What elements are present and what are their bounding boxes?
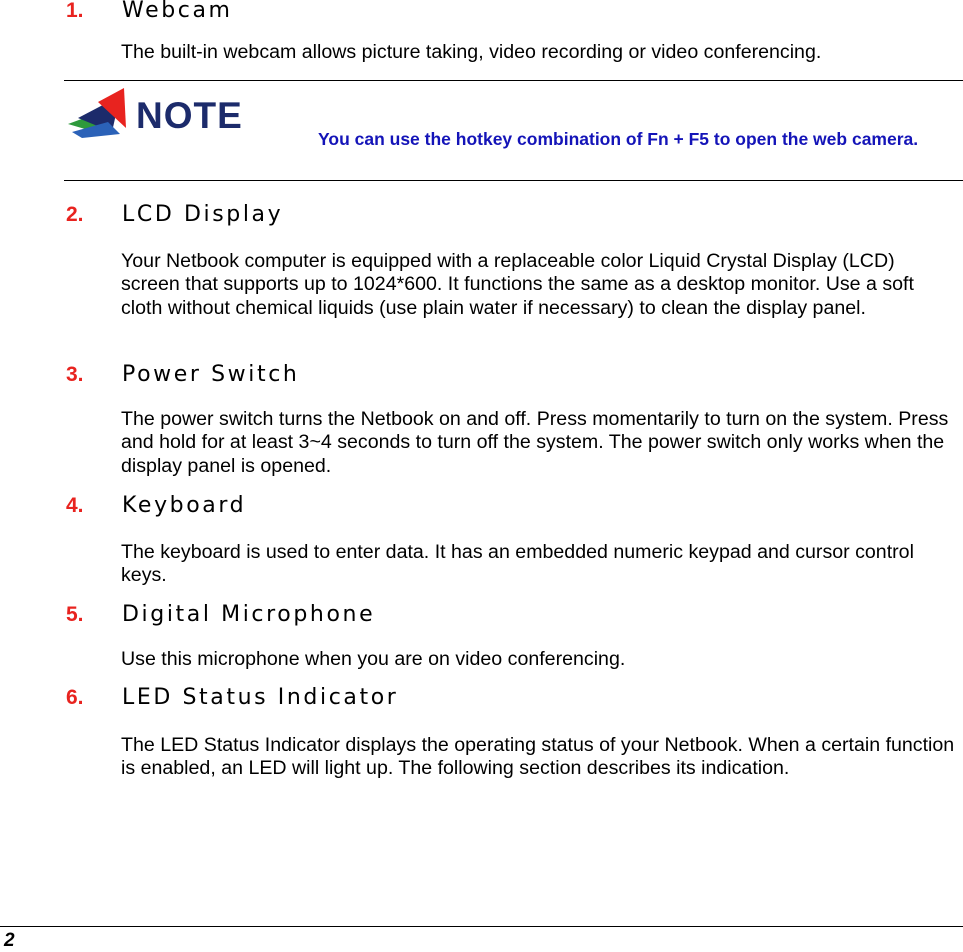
section-number: 5.: [66, 603, 84, 626]
note-logo-text: NOTE: [136, 95, 243, 136]
section-number: 3.: [66, 363, 84, 386]
section-title: LCD Display: [122, 202, 284, 227]
section-number: 4.: [66, 494, 84, 517]
page-number: 2: [4, 930, 15, 951]
section-body-digital-microphone: Use this microphone when you are on video conferencing.: [121, 648, 626, 670]
section-body-webcam: The built-in webcam allows picture taking, video recording or video conferencing.: [121, 41, 822, 63]
section-number: 1.: [66, 0, 84, 22]
section-body-led-status-indicator: The LED Status Indicator displays the operating status of your Netbook. When a certain function is enabled, an LED will light up. The following section describes its indication.: [121, 734, 955, 780]
section-title: Digital Microphone: [122, 602, 376, 627]
section-heading-keyboard: [66, 493, 246, 523]
section-heading-power-switch: [66, 362, 299, 392]
section-heading-lcd-display: [66, 202, 283, 232]
section-title: Keyboard: [122, 493, 247, 518]
section-title: Power Switch: [122, 362, 300, 387]
note-top-divider: [64, 80, 963, 81]
footer-divider: [0, 926, 963, 927]
note-text: You can use the hotkey combination of Fn + F5 to open the web camera.: [318, 129, 919, 149]
note-bottom-divider: [64, 180, 963, 181]
section-heading-digital-microphone: [66, 602, 375, 632]
section-body-keyboard: The keyboard is used to enter data. It has an embedded numeric keypad and cursor control keys.: [121, 541, 914, 587]
section-body-power-switch: The power switch turns the Netbook on and off. Press momentarily to turn on the system. Press and hold for at least 3~4 seconds to turn off the system. The power switch only works when the display panel is opened.: [121, 408, 949, 477]
section-body-lcd-display: Your Netbook computer is equipped with a replaceable color Liquid Crystal Display (LCD) screen that supports up to 1024*600. It functions the same as a desktop monitor. Use a soft cloth without chemical liquids (use plain water if necessary) to clean the display panel.: [121, 250, 914, 319]
section-title: Webcam: [122, 0, 233, 23]
section-number: 6.: [66, 686, 84, 709]
section-heading-webcam: [66, 0, 233, 28]
section-heading-led-status-indicator: [66, 685, 398, 715]
section-number: 2.: [66, 203, 84, 226]
section-title: LED Status Indicator: [122, 685, 399, 710]
